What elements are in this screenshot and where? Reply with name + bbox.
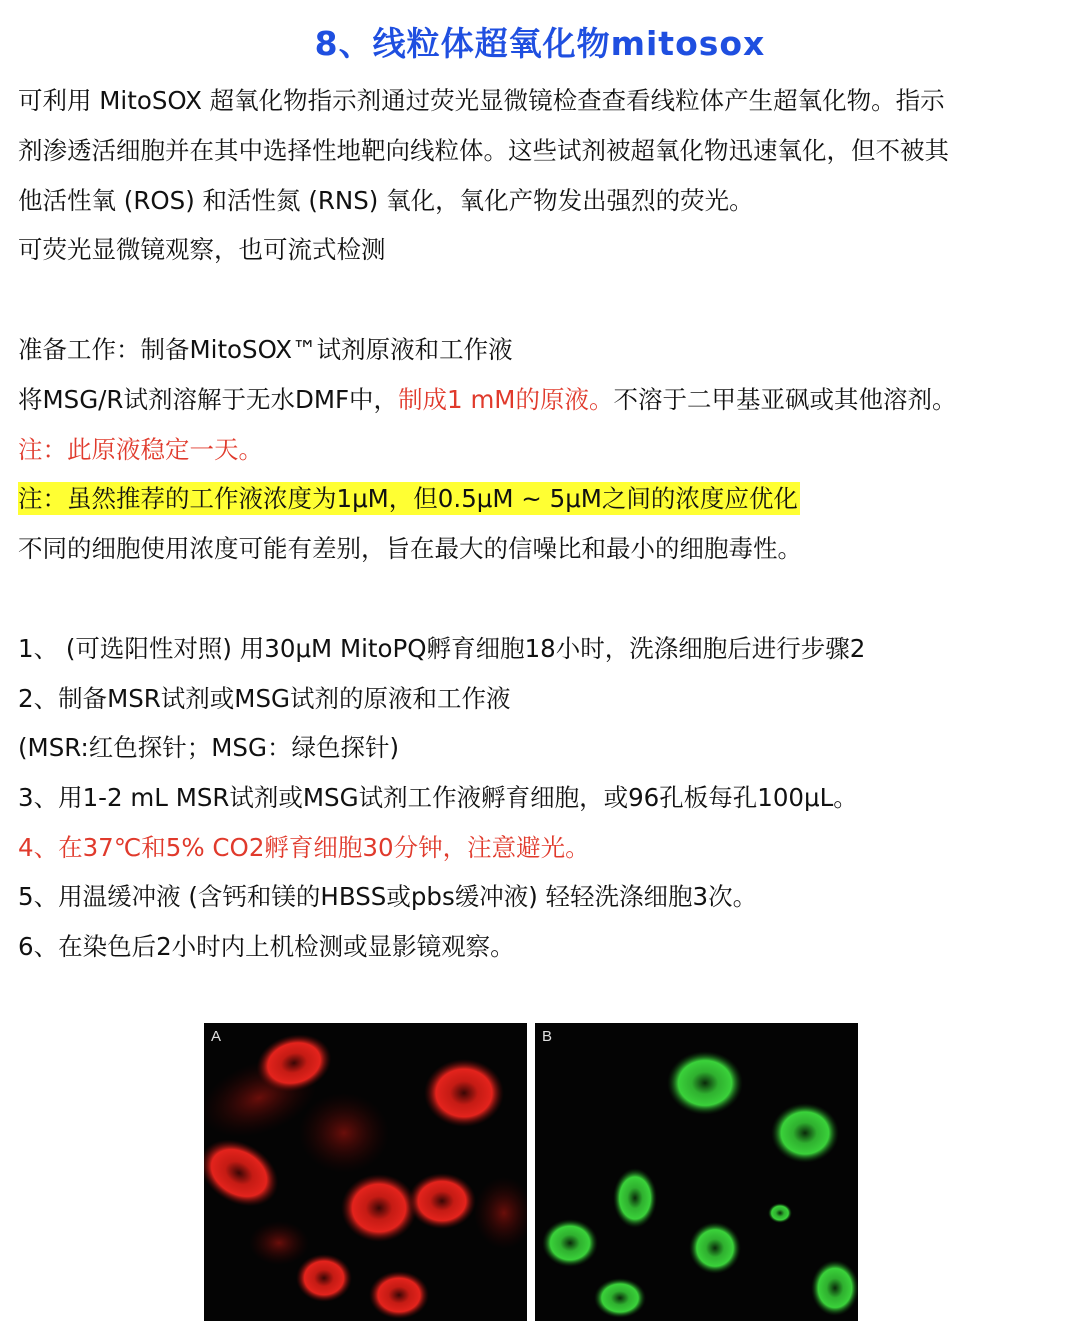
intro-line-4: 可荧光显微镜观察，也可流式检测 bbox=[18, 235, 386, 264]
page-title: 8、线粒体超氧化物mitosox bbox=[314, 24, 766, 63]
step-1: 1、 (可选阳性对照) 用30μM MitoPQ孵育细胞18小时，洗涤细胞后进行步骤2 bbox=[18, 634, 866, 663]
micrograph-panel-b bbox=[535, 1023, 858, 1321]
step-6: 6、在染色后2小时内上机检测或显影镜观察。 bbox=[18, 932, 515, 961]
intro-line-2: 剂渗透活细胞并在其中选择性地靶向线粒体。这些试剂被超氧化物迅速氧化，但不被其 bbox=[18, 136, 949, 165]
prep-stock-line bbox=[18, 383, 956, 417]
prep-note-variation: 不同的细胞使用浓度可能有差别，旨在最大的信噪比和最小的细胞毒性。 bbox=[18, 534, 802, 563]
step-2: 2、制备MSR试剂或MSG试剂的原液和工作液 bbox=[18, 684, 511, 713]
prep-note-concentration: 注：虽然推荐的工作液浓度为1μM，但0.5μM ~ 5μM之间的浓度应优化 bbox=[18, 484, 798, 513]
step-4: 4、在37℃和5% CO2孵育细胞30分钟，注意避光。 bbox=[18, 833, 590, 862]
intro-line-1: 可利用 MitoSOX 超氧化物指示剂通过荧光显微镜检查查看线粒体产生超氧化物。指示 bbox=[18, 86, 945, 115]
panel-b-label: B bbox=[542, 1028, 553, 1045]
step-3: 3、用1-2 mL MSR试剂或MSG试剂工作液孵育细胞，或96孔板每孔100μL。 bbox=[18, 783, 858, 812]
prep-stock-post: 不溶于二甲基亚砜或其他溶剂。 bbox=[613, 385, 957, 414]
panel-a-label: A bbox=[211, 1028, 222, 1045]
prep-stock-pre: 将MSG/R试剂溶解于无水DMF中， bbox=[18, 385, 399, 414]
prep-heading: 准备工作：制备MitoSOX™试剂原液和工作液 bbox=[18, 335, 513, 364]
micrograph-panel-a bbox=[204, 1023, 527, 1321]
prep-note-concentration-line bbox=[18, 482, 800, 516]
prep-note-stability: 注：此原液稳定一天。 bbox=[18, 435, 263, 464]
step-5: 5、用温缓冲液 (含钙和镁的HBSS或pbs缓冲液) 轻轻洗涤细胞3次。 bbox=[18, 882, 758, 911]
prep-stock-highlight: 制成1 mM的原液。 bbox=[398, 385, 614, 414]
red-cells-image bbox=[204, 1023, 527, 1321]
step-2-probes: (MSR:红色探针；MSG：绿色探针) bbox=[18, 733, 400, 762]
green-cells-image bbox=[535, 1023, 858, 1321]
intro-line-3: 他活性氧 (ROS) 和活性氮 (RNS) 氧化，氧化产物发出强烈的荧光。 bbox=[18, 186, 754, 215]
